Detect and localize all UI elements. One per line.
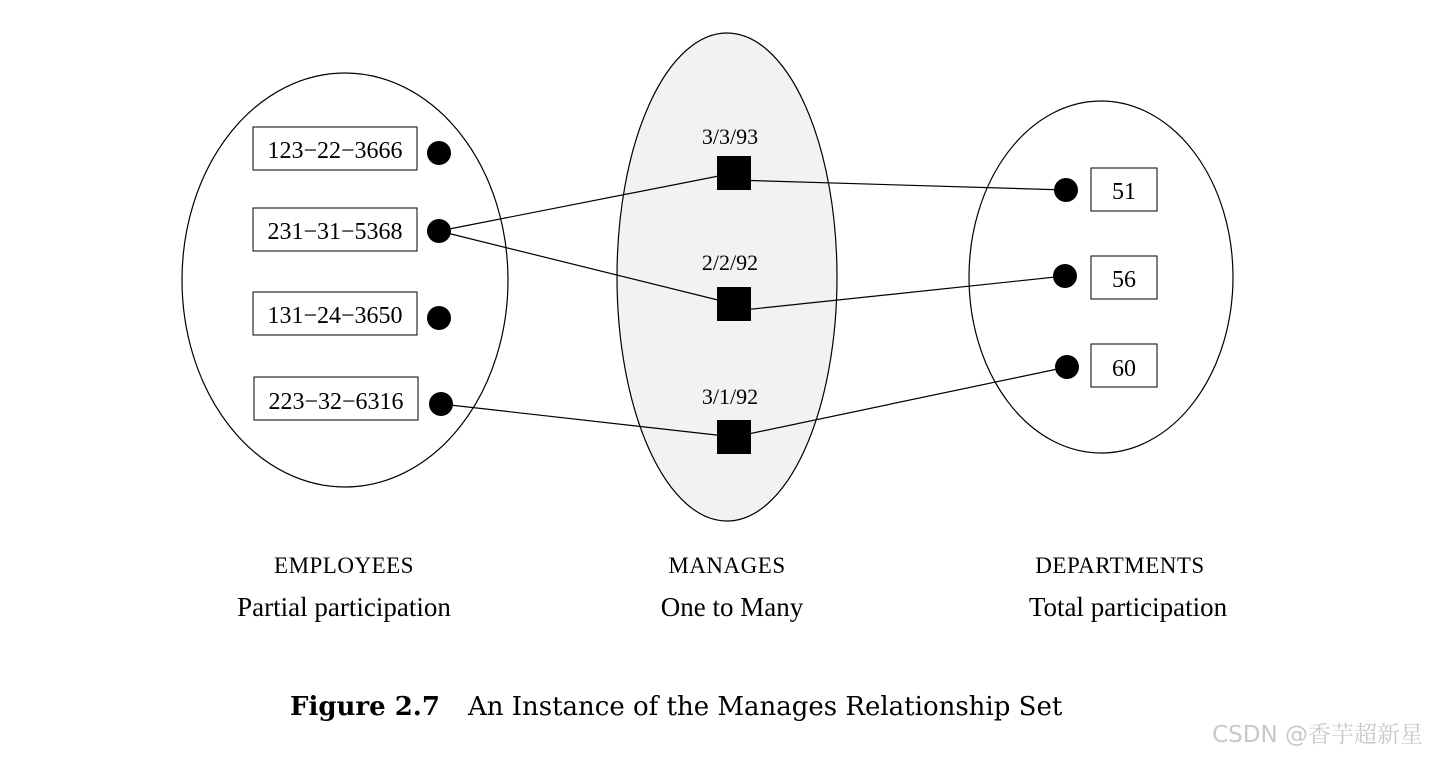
relationship-square <box>717 420 751 454</box>
department-id: 56 <box>1112 267 1136 293</box>
department-id: 60 <box>1112 356 1136 382</box>
employee-ssn: 231−31−5368 <box>267 219 403 245</box>
since-date: 3/1/92 <box>701 384 759 409</box>
relationship-square <box>717 156 751 190</box>
employee-dot <box>427 219 451 243</box>
department-id: 51 <box>1112 179 1136 205</box>
manages-title: MANAGES <box>668 553 786 578</box>
figure-caption <box>290 692 1062 722</box>
departments-title: DEPARTMENTS <box>1035 553 1205 578</box>
watermark-text: CSDN @香芋超新星 <box>1212 722 1423 748</box>
employees-title: EMPLOYEES <box>274 553 414 578</box>
department-dot <box>1053 264 1077 288</box>
since-date: 3/3/93 <box>701 124 759 149</box>
employee-dot <box>429 392 453 416</box>
department-dot <box>1054 178 1078 202</box>
employee-ssn: 223−32−6316 <box>268 389 404 415</box>
relationship-square <box>717 287 751 321</box>
department-dot <box>1055 355 1079 379</box>
departments-subtitle: Total participation <box>1028 592 1228 622</box>
employee-dot <box>427 141 451 165</box>
employee-dot <box>427 306 451 330</box>
since-date: 2/2/92 <box>701 250 759 275</box>
employee-ssn: 123−22−3666 <box>267 138 403 164</box>
manages-subtitle: One to Many <box>660 592 804 622</box>
employees-subtitle: Partial participation <box>237 592 451 622</box>
employee-ssn: 131−24−3650 <box>267 303 403 329</box>
figure-caption-text: An Instance of the Manages Relationship Set <box>467 692 1063 722</box>
figure-number: Figure 2.7 <box>290 692 440 722</box>
